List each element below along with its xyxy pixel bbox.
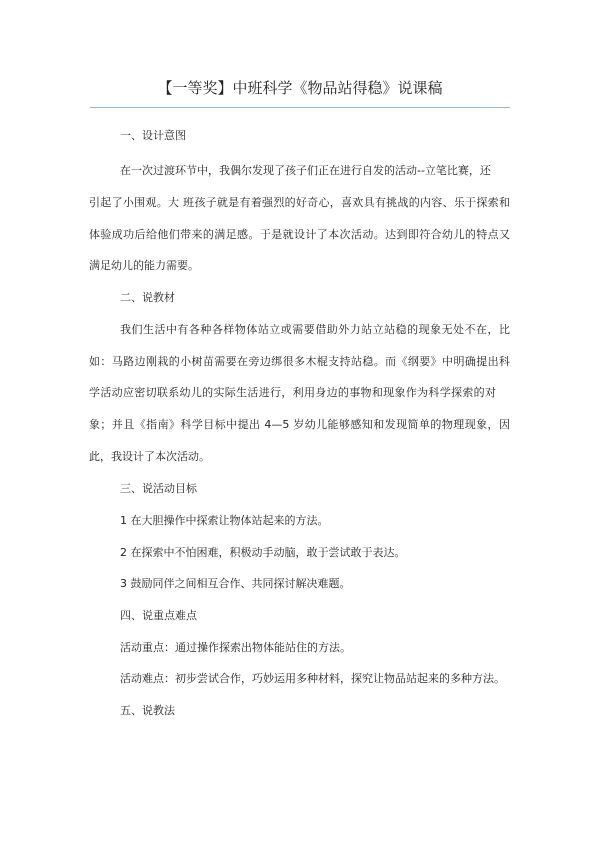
title-divider	[90, 107, 510, 108]
goal-item: 2 在探索中不怕困难，积极动手动脑，敢于尝试敢于表达。	[120, 546, 406, 559]
paragraph-line: 在一次过渡环节中，我偶尔发现了孩子们正在进行自发的活动--立笔比赛，还	[120, 164, 491, 177]
section-heading-key-points: 四、说重点难点	[120, 609, 197, 622]
document-title: 【一等奖】中班科学《物品站得稳》说课稿	[157, 79, 443, 97]
key-point-item: 活动重点：通过操作探索出物体能站住的方法。	[120, 641, 351, 654]
paragraph-line: 象；并且《指南》科学目标中提出 4—5 岁幼儿能够感知和发现简单的物理现象，因	[89, 418, 510, 431]
section-heading-teaching-material: 二、说教材	[120, 291, 175, 304]
paragraph-line: 学活动应密切联系幼儿的实际生活进行，利用身边的事物和现象作为科学探索的对	[89, 386, 496, 399]
section-heading-design-intent: 一、设计意图	[120, 129, 186, 142]
difficulty-item: 活动难点：初步尝试合作，巧妙运用多种材料，探究让物品站起来的多种方法。	[120, 672, 505, 685]
paragraph-line: 我们生活中有各种各样物体站立或需要借助外力站立站稳的现象无处不在，比	[120, 323, 510, 336]
section-heading-activity-goals: 三、说活动目标	[120, 482, 197, 495]
paragraph-line: 如：马路边刚栽的小树苗需要在旁边绑很多木棍支持站稳。而《纲要》中明确提出科	[89, 355, 510, 368]
paragraph-line: 体验成功后给他们带来的满足感。于是就设计了本次活动。达到即符合幼儿的特点又	[89, 228, 510, 241]
goal-item: 1 在大胆操作中探索让物体站起来的方法。	[120, 514, 329, 527]
section-heading-teaching-methods: 五、说教法	[120, 704, 175, 717]
paragraph-line: 满足幼儿的能力需要。	[89, 259, 199, 272]
paragraph-line: 此，我设计了本次活动。	[89, 450, 210, 463]
goal-item: 3 鼓励同伴之间相互合作、共同探讨解决难题。	[120, 577, 351, 590]
paragraph-line: 引起了小围观。大 班孩子就是有着强烈的好奇心，喜欢具有挑战的内容、乐于探索和	[89, 196, 510, 209]
